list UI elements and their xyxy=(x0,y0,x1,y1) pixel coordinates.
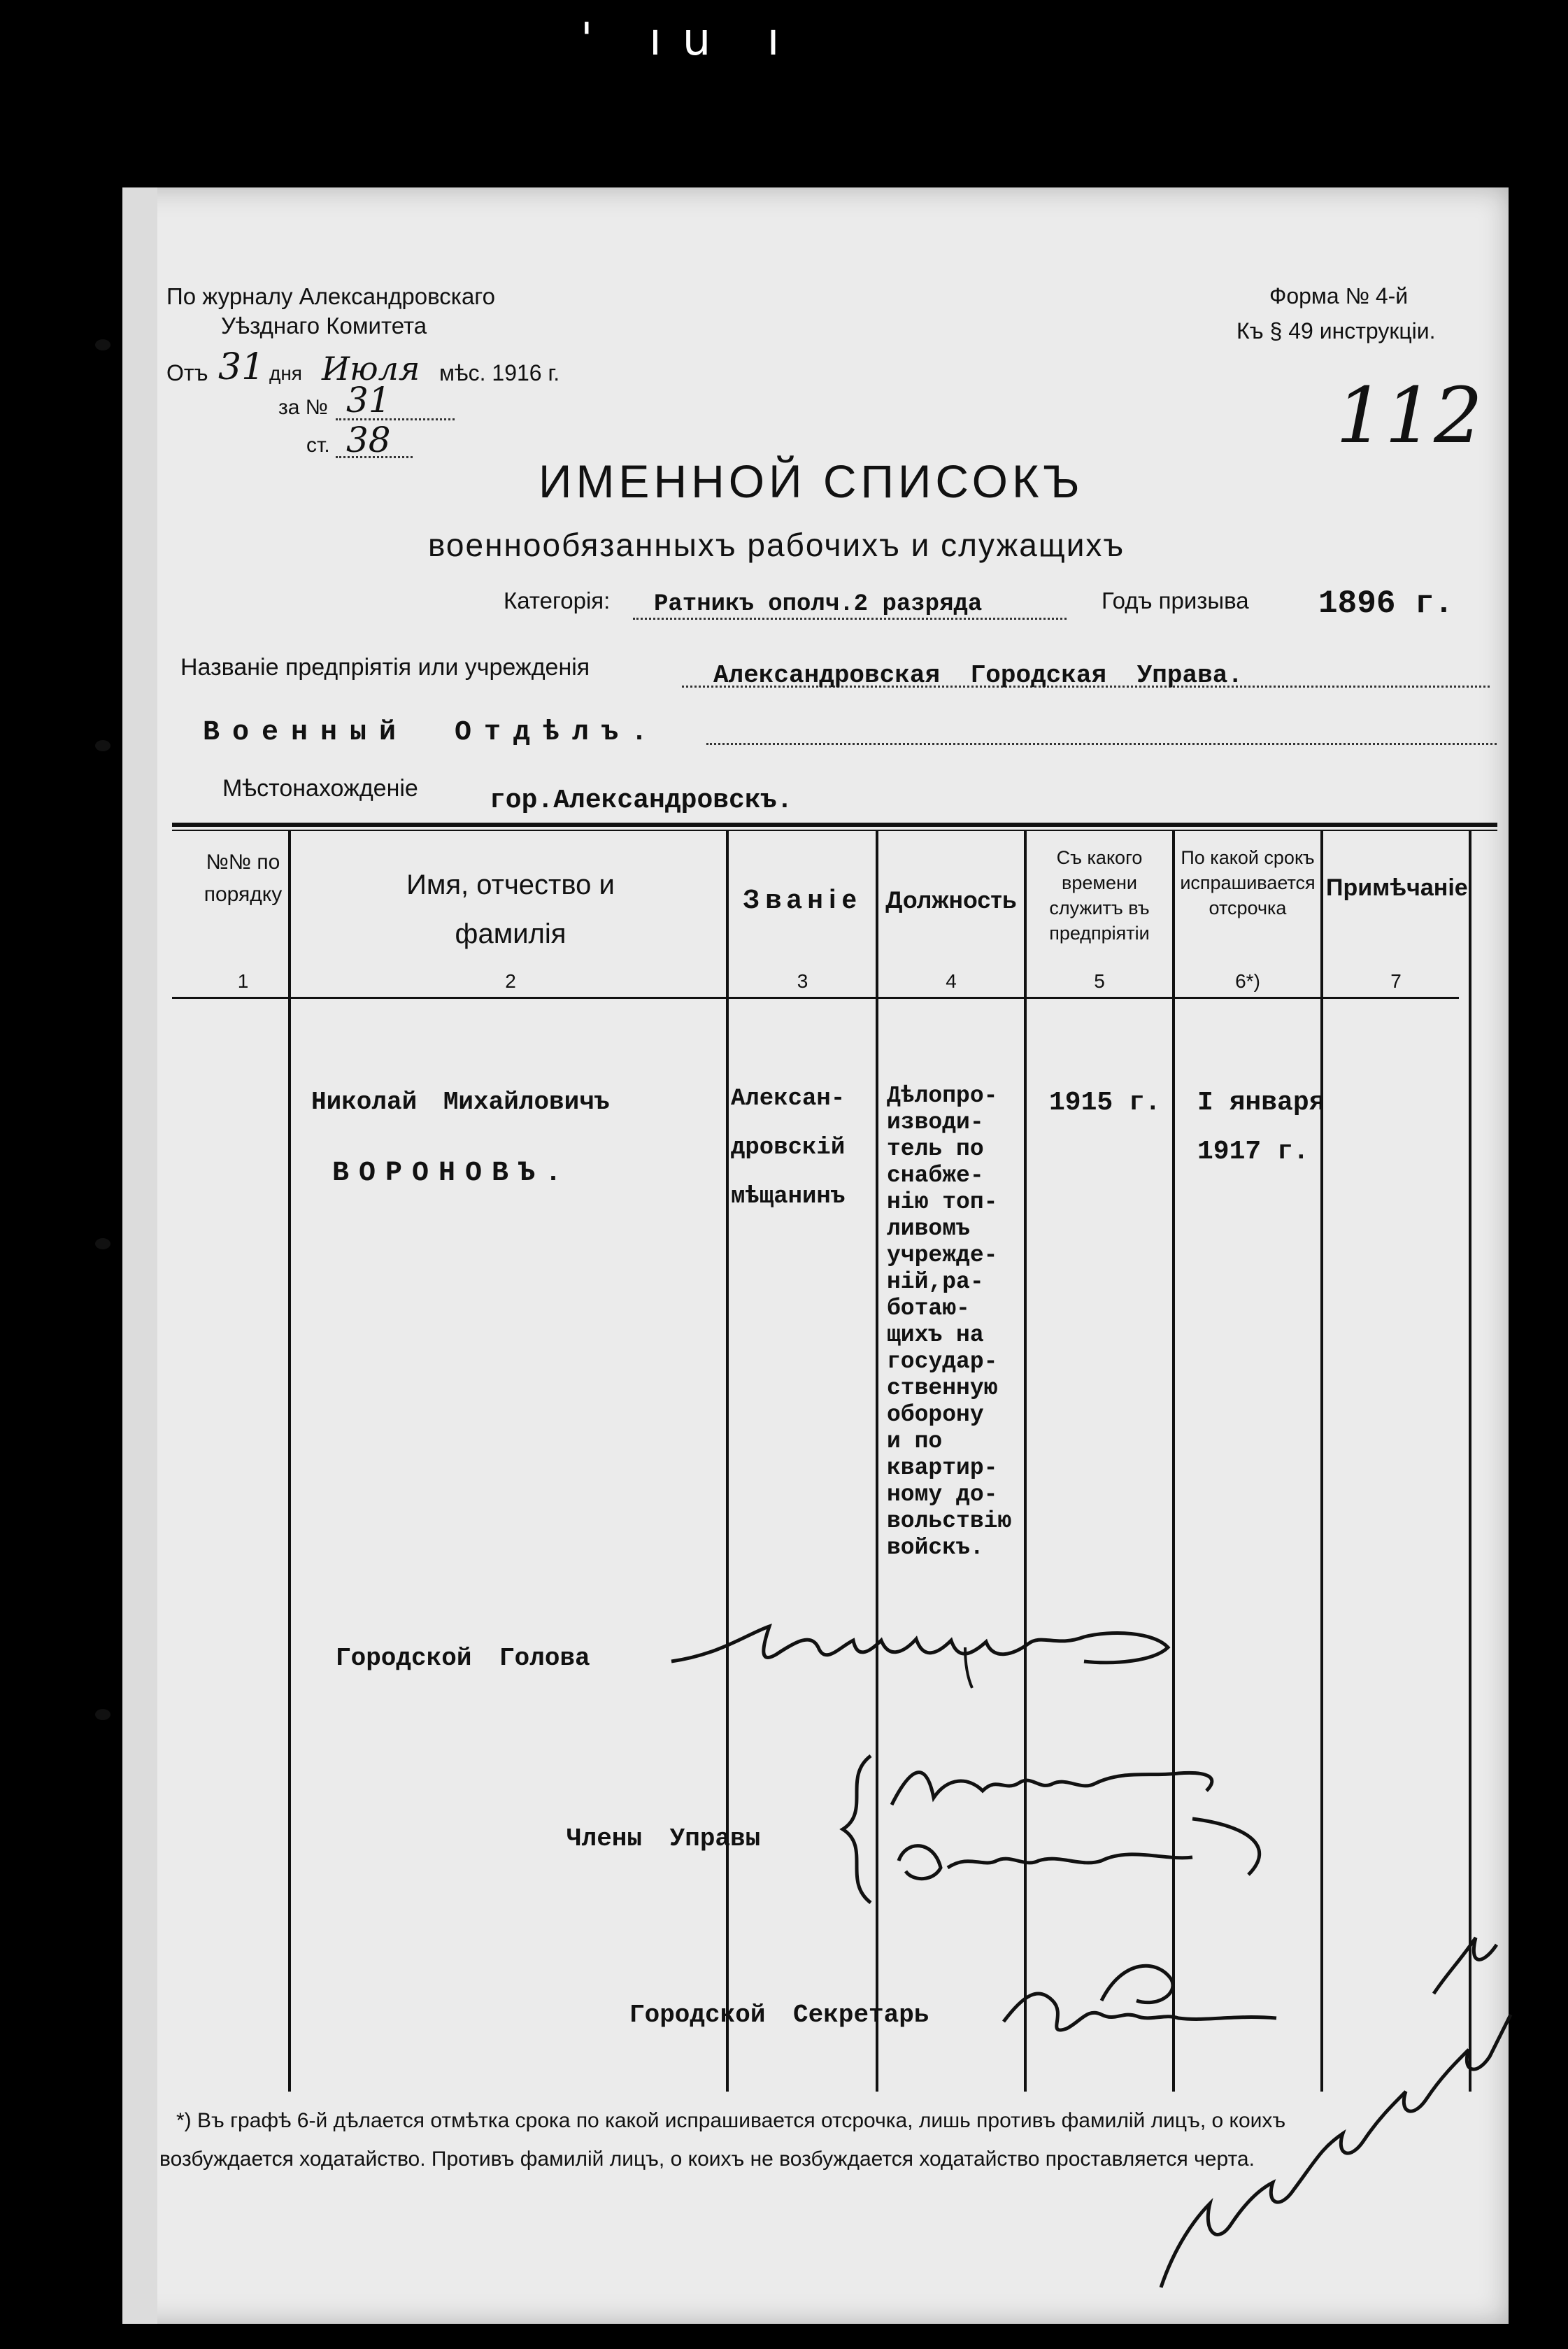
col-header-since: Съ какого времени служитъ въ предпріятіи xyxy=(1049,847,1150,944)
handwritten-sheet-number: 112 xyxy=(1336,371,1483,460)
table-top-rule-2 xyxy=(172,830,1497,831)
ot-day: 31 xyxy=(218,346,265,388)
footnote-line-2: возбуждается ходатайство. Противъ фамилій лицъ, о коихъ не возбуждается ходатайство проставляется черта. xyxy=(159,2148,1255,2171)
year-label: мѣс. 1916 г. xyxy=(439,360,560,385)
row-position-line: тель по xyxy=(887,1136,984,1162)
row-position-line: нію топ- xyxy=(887,1189,998,1215)
row-position-line: ливомъ xyxy=(887,1216,970,1242)
col-header-name: Имя, отчество и фамилія xyxy=(406,870,615,949)
mayor-label: Городской Голова xyxy=(336,1644,590,1673)
department-value: Военный Отдѣлъ. xyxy=(203,717,661,748)
col-number-7: 7 xyxy=(1390,970,1402,992)
department-dotted xyxy=(706,743,1497,745)
row-since: 1915 г. xyxy=(1049,1088,1161,1118)
row-position-line: щихъ на xyxy=(887,1322,984,1348)
col-header-rank: Званіе xyxy=(743,885,862,914)
row-position-line: квартир- xyxy=(887,1455,998,1481)
row-rank-line: Алексан- xyxy=(731,1086,846,1112)
row-position-line: Дѣлопро- xyxy=(887,1083,998,1109)
enterprise-value: Александровская Городская Управа. xyxy=(713,661,1243,690)
za-no-value: 31 xyxy=(346,380,391,420)
mayor-signature xyxy=(664,1605,1280,1689)
row-position-line: учрежде- xyxy=(887,1242,998,1268)
table-col-divider xyxy=(288,831,291,2092)
ot-label: Отъ xyxy=(166,360,208,385)
row-name: Николай Михайловичъ xyxy=(311,1088,610,1116)
col-header-position: Должность xyxy=(885,887,1017,914)
col-number-3: 3 xyxy=(797,970,808,992)
row-position xyxy=(887,1083,1027,1561)
category-dotted xyxy=(633,618,1067,620)
row-position-line: вольствію xyxy=(887,1508,1012,1534)
top-edge-marks: ' ıu ı xyxy=(580,14,801,66)
row-position-line: снабже- xyxy=(887,1163,984,1188)
form-line-2: Къ § 49 инструкціи. xyxy=(1236,318,1436,343)
document-subtitle: военнообязанныхъ рабочихъ и служащихъ xyxy=(428,527,1125,563)
row-position-line: войскъ. xyxy=(887,1535,984,1561)
year-call-value: 1896 г. xyxy=(1318,586,1454,622)
row-position-line: ственную xyxy=(887,1375,998,1401)
row-rank-line: дровскій xyxy=(731,1135,846,1161)
st-value: 38 xyxy=(346,420,391,460)
journal-line-1: По журналу Александровскаго xyxy=(166,283,495,309)
punch-hole xyxy=(95,740,111,751)
col-header-notes: Примѣчаніе xyxy=(1326,874,1468,901)
category-label: Категорія: xyxy=(504,588,611,613)
row-position-line: оборону xyxy=(887,1402,984,1428)
col-header-number: №№ по порядку xyxy=(204,851,283,906)
row-position-line: изводи- xyxy=(887,1109,984,1135)
handwritten-margin-note xyxy=(1133,1854,1525,2301)
za-no-label: за № xyxy=(278,396,328,419)
col-number-6: 6*) xyxy=(1235,970,1260,992)
row-rank-line: мѣщанинъ xyxy=(731,1184,846,1210)
footnote-line-1: *) Въ графѣ 6-й дѣлается отмѣтка срока по какой испрашивается отсрочка, лишь противъ фамилій лицъ, о коихъ xyxy=(176,2109,1286,2132)
dnya-label: дня xyxy=(269,362,302,384)
punch-hole xyxy=(95,339,111,350)
secretary-label: Городской Секретарь xyxy=(629,2001,929,2029)
year-call-label: Годъ призыва xyxy=(1102,588,1249,613)
row-position-line: государ- xyxy=(887,1349,998,1375)
row-position-line: ботаю- xyxy=(887,1296,970,1321)
punch-hole xyxy=(95,1709,111,1720)
document-title: ИМЕННОЙ СПИСОКЪ xyxy=(539,455,1084,507)
category-value: Ратникъ ополч.2 разряда xyxy=(654,591,983,618)
row-until-line-2: 1917 г. xyxy=(1197,1137,1309,1167)
punch-hole xyxy=(95,1238,111,1249)
st-label: ст. xyxy=(306,434,330,457)
enterprise-label: Названіе предпріятія или учрежденія xyxy=(180,654,590,681)
table-col-divider xyxy=(726,831,729,2092)
col-header-until: По какой срокъ испрашивается отсрочка xyxy=(1180,847,1316,918)
table-top-rule xyxy=(172,823,1497,827)
row-position-line: и по xyxy=(887,1428,943,1454)
journal-line-2: Уѣзднаго Комитета xyxy=(221,313,427,339)
page-binding-strip xyxy=(122,187,157,2324)
row-surname: ВОРОНОВЪ. xyxy=(332,1158,572,1189)
row-until-line-1: I января xyxy=(1197,1088,1325,1118)
col-number-2: 2 xyxy=(505,970,516,992)
row-position-line: ній,ра- xyxy=(887,1269,984,1295)
location-label: Мѣстонахожденіе xyxy=(222,775,418,802)
col-number-4: 4 xyxy=(946,970,957,992)
ot-month: Июля xyxy=(322,350,420,388)
members-label: Члены Управы xyxy=(566,1824,761,1853)
col-number-1: 1 xyxy=(237,970,249,992)
form-line-1: Форма № 4-й xyxy=(1269,283,1409,308)
row-position-line: ному до- xyxy=(887,1482,998,1507)
table-header-rule xyxy=(172,997,1459,999)
location-value: гор.Александровскъ. xyxy=(490,786,793,816)
col-number-5: 5 xyxy=(1094,970,1105,992)
